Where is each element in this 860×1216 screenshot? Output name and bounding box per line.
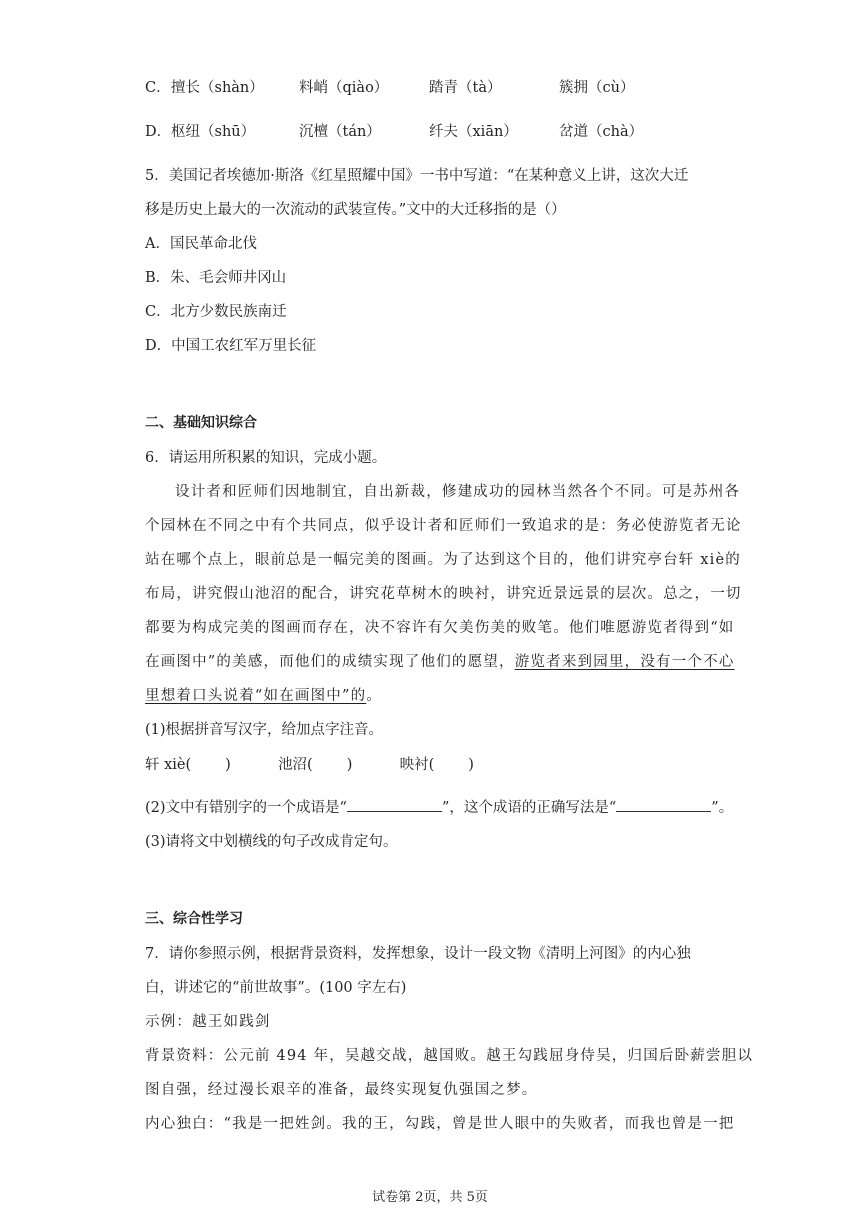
section-3-title: 三、综合性学习	[145, 911, 243, 927]
page-footer: 试卷第 2页，共 5页	[372, 1190, 488, 1205]
close-paren: )	[468, 757, 474, 773]
passage-text: 。	[366, 688, 383, 704]
q7-monologue: 内心独白：“我是一把姓剑。我的王，勾践，曾是世人眼中的失败者，而我也曾是一把	[145, 1116, 735, 1132]
q6-sub1: (1)根据拼音写汉字，给加点字注音。	[145, 722, 384, 738]
answer-blank[interactable]	[347, 797, 442, 812]
q5-stem-line1: 5．美国记者埃德加·斯洛《红星照耀中国》一书中写道：“在某种意义上讲，这次大迁	[145, 168, 689, 184]
q6-passage-line	[145, 684, 382, 705]
answer-prompt: 映衬(	[399, 757, 435, 773]
close-paren: )	[346, 757, 353, 773]
q6-passage-line: 设计者和匠师们因地制宜，自出新裁，修建成功的园林当然各个不同。可是苏州各	[175, 484, 741, 500]
q6-passage-line: 都要为构成完美的图画而存在，决不容许有欠美伤美的败笔。他们唯愿游览者得到“如	[145, 620, 735, 636]
passage-text: 在画图中”的美感，而他们的成绩实现了他们的愿望，	[145, 654, 515, 670]
q5-option-d: D．中国工农红军万里长征	[145, 338, 317, 354]
q5-option-a: A．国民革命北伐	[145, 236, 257, 252]
option-item: 岔道（chà）	[559, 124, 644, 140]
option-item: 料峭（qiào）	[299, 80, 389, 96]
sub2-text: ”，这个成语的正确写法是“	[441, 800, 617, 816]
answer-prompt: 轩 xiè(	[145, 757, 192, 773]
answer-blank[interactable]	[616, 797, 711, 812]
close-paren: )	[225, 757, 231, 773]
q6-sub3: (3)请将文中划横线的句子改成肯定句。	[145, 834, 398, 850]
sub2-text: ”。	[711, 800, 734, 816]
sub2-text: (2)文中有错别字的一个成语是“	[145, 800, 347, 816]
q4-option-c	[145, 76, 634, 97]
option-item: 沉檀（tán）	[299, 124, 381, 140]
q7-background-line1: 背景资料：公元前 494 年，吴越交战，越国败。越王勾践屈身侍吴，归国后卧薪尝胆以	[145, 1048, 754, 1064]
q6-sub2	[145, 796, 733, 817]
section-2-title: 二、基础知识综合	[145, 415, 257, 431]
q6-passage-line: 个园林在不同之中有个共同点，似乎设计者和匠师们一致追求的是：务必使游览者无论	[145, 518, 742, 534]
underlined-sentence: 游览者来到园里，没有一个不心	[514, 654, 735, 670]
option-letter: D．	[145, 124, 172, 140]
q4-option-d	[145, 120, 643, 141]
q6-sub1-answers	[145, 753, 474, 774]
option-item: 簇拥（cù）	[559, 80, 635, 96]
q6-passage-line: 布局，讲究假山池沼的配合，讲究花草树木的映衬，讲究近景远景的层次。总之，一切	[145, 586, 742, 602]
option-item: 纤夫（xiān）	[429, 124, 518, 140]
answer-prompt: 池沼(	[278, 757, 313, 773]
option-item: 枢纽（shū）	[171, 124, 256, 140]
option-letter: C．	[145, 80, 171, 96]
q7-background-line2: 图自强，经过漫长艰辛的准备，最终实现复仇强国之梦。	[145, 1082, 538, 1098]
q5-option-c: C．北方少数民族南迁	[145, 304, 287, 320]
q6-passage-line	[145, 650, 735, 671]
q5-stem-line2: 移是历史上最大的一次流动的武装宣传。”文中的大迁移指的是（）	[145, 202, 566, 218]
q7-example: 示例：越王如践剑	[145, 1014, 271, 1030]
option-item: 踏青（tà）	[429, 80, 502, 96]
option-item: 擅长（shàn）	[171, 80, 264, 96]
q7-stem-line2: 白，讲述它的“前世故事”。(100 字左右)	[145, 980, 407, 996]
q6-stem: 6．请运用所积累的知识，完成小题。	[145, 450, 387, 466]
q5-option-b: B．朱、毛会师井冈山	[145, 270, 287, 286]
q7-stem-line1: 7．请你参照示例，根据背景资料，发挥想象，设计一段文物《清明上河图》的内心独	[145, 946, 691, 962]
underlined-sentence: 里想着口头说着“如在画图中”的	[145, 688, 367, 704]
q6-passage-line: 站在哪个点上，眼前总是一幅完美的图画。为了达到这个目的，他们讲究亭台轩 xiè的	[145, 552, 742, 568]
